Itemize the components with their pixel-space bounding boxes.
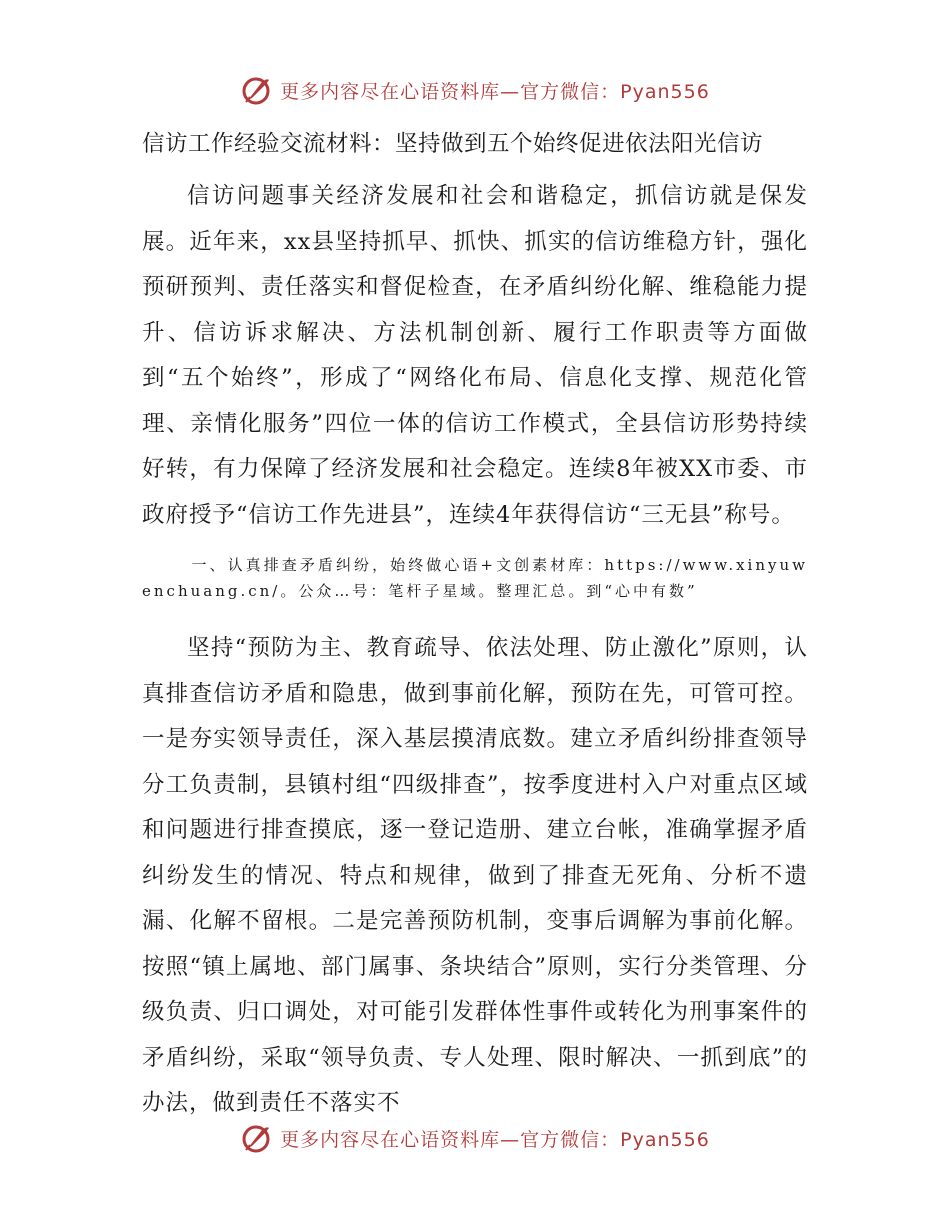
document-title: 信访工作经验交流材料：坚持做到五个始终促进依法阳光信访 bbox=[142, 131, 764, 157]
document-body bbox=[142, 120, 808, 1127]
quill-logo-icon bbox=[240, 1122, 272, 1154]
header-banner bbox=[0, 72, 950, 108]
header-banner-text: 更多内容尽在心语资料库—官方微信：Pyan556 bbox=[280, 80, 710, 103]
quill-logo-icon bbox=[240, 74, 272, 106]
footer-banner-text: 更多内容尽在心语资料库—官方微信：Pyan556 bbox=[280, 1128, 710, 1151]
paragraph-intro: 信访问题事关经济发展和社会和谐稳定，抓信访就是保发展。近年来，xx县坚持抓早、抓快、抓实的信访维稳方针，强化预研预判、责任落实和督促检查，在矛盾纠纷化解、维稳能力提升、信访诉求解决、方法机制创新、履行工作职责等方面做到“五个始终”，形成了“网络化布局、信息化支撑、规范化管理、亲情化服务”四位一体的信访工作模式，全县信访形势持续好转，有力保障了经济发展和社会稳定。连续8年被XX市委、市政府授予“信访工作先进县”，连续4年获得信访“三无县”称号。 bbox=[142, 183, 808, 528]
paragraph-section-1: 坚持“预防为主、教育疏导、依法处理、防止激化”原则，认真排查信访矛盾和隐患，做到事前化解，预防在先，可管可控。一是夯实领导责任，深入基层摸清底数。建立矛盾纠纷排查领导分工负责制，县镇村组“四级排查”，按季度进村入户对重点区域和问题进行排查摸底，逐一登记造册、建立台帐，准确掌握矛盾纠纷发生的情况、特点和规律，做到了排查无死角、分析不遗漏、化解不留根。二是完善预防机制，变事后调解为事前化解。按照“镇上属地、部门属事、条块结合”原则，实行分类管理、分级负责、归口调处，对可能引发群体性事件或转化为刑事案件的矛盾纠纷，采取“领导负责、专人处理、限时解决、一抓到底”的办法，做到责任不落实不 bbox=[142, 635, 808, 1116]
footer-banner bbox=[0, 1120, 950, 1156]
section-heading-1: 一、认真排查矛盾纠纷，始终做心语+文创素材库：https://www.xinyuwenchuang.cn/。公众…号：笔杆子星域。整理汇总。到“心中有数” bbox=[142, 556, 808, 600]
